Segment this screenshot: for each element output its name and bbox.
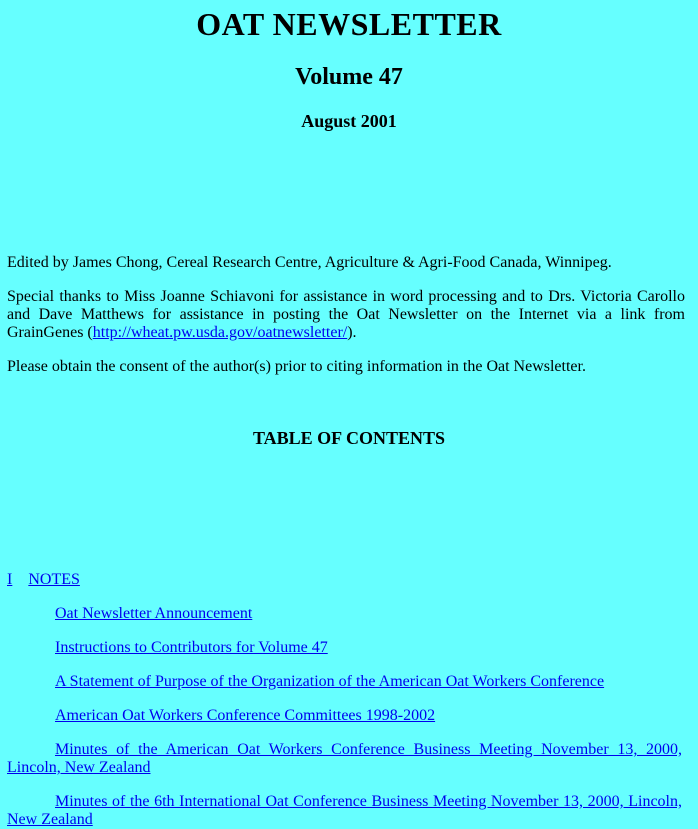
- toc-link-instructions[interactable]: Instructions to Contributors for Volume 47: [55, 639, 328, 656]
- toc-link-committees[interactable]: American Oat Workers Conference Committees 1998-2002: [55, 707, 436, 724]
- toc-item: [7, 673, 682, 691]
- editor-credit: Edited by James Chong, Cereal Research Centre, Agriculture & Agri-Food Canada, Winnipeg.: [7, 254, 612, 271]
- section-number: I: [7, 571, 13, 588]
- toc-link-statement-of-purpose[interactable]: A Statement of Purpose of the Organization of the American Oat Workers Conference: [55, 673, 605, 690]
- toc-link-ioc-minutes[interactable]: Minutes of the 6th International Oat Conference Business Meeting November 13, 2000, Lincoln, New Zealand: [7, 793, 682, 828]
- toc-section-notes: [7, 571, 682, 589]
- acknowledgements-text: Special thanks to Miss Joanne Schiavoni for assistance in word processing and to Drs. Victoria Carollo and Dave Matthews for assistance in posting the Oat Newsletter on the Internet via a link from GrainGenes (: [7, 288, 685, 341]
- toc-heading: TABLE OF CONTENTS: [252, 428, 446, 448]
- toc-item: [7, 639, 682, 657]
- page-title: OAT NEWSLETTER: [196, 6, 502, 42]
- section-title: NOTES: [28, 571, 80, 588]
- toc-item: [7, 707, 682, 725]
- toc-link-announcement[interactable]: Oat Newsletter Announcement: [55, 605, 253, 622]
- toc-section-notes-link[interactable]: [7, 571, 80, 588]
- graingenes-link[interactable]: http://wheat.pw.usda.gov/oatnewsletter/: [92, 324, 348, 341]
- toc-link-aowc-minutes[interactable]: Minutes of the American Oat Workers Conference Business Meeting November 13, 2000, Lincoln, New Zealand: [7, 741, 682, 776]
- date-heading: August 2001: [301, 111, 397, 131]
- citation-notice: Please obtain the consent of the author(s) prior to citing information in the Oat Newsletter.: [7, 358, 586, 375]
- toc-item: [7, 741, 682, 777]
- toc-item: [7, 605, 682, 623]
- toc-item: [7, 793, 682, 829]
- acknowledgements: [7, 288, 685, 342]
- acknowledgements-end: ).: [347, 324, 357, 341]
- volume-heading: Volume 47: [295, 64, 403, 90]
